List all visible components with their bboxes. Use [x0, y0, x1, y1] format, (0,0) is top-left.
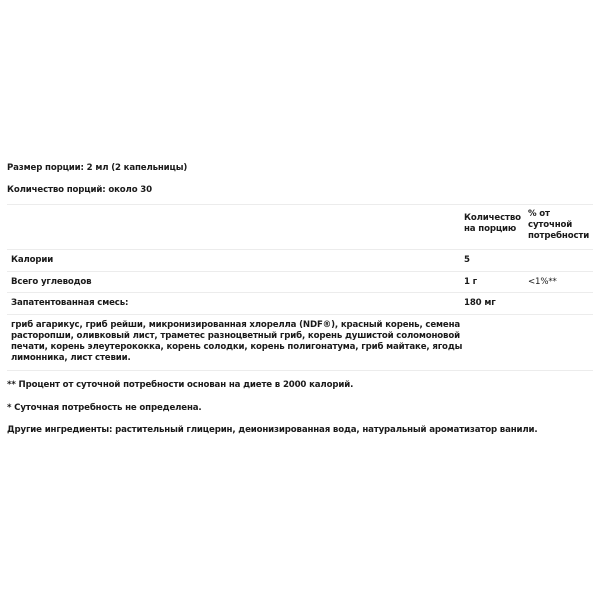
table-row	[7, 250, 593, 272]
serving-size: Размер порции: 2 мл (2 капельницы)	[7, 163, 188, 173]
row-amount: 5	[464, 255, 470, 265]
footnote-dv-basis: ** Процент от суточной потребности основан на диете в 2000 калорий.	[7, 380, 354, 390]
table-row	[7, 293, 593, 315]
header-dv-line1: % от	[528, 209, 550, 219]
blend-line: гриб агарикус, гриб рейши, микронизированная хлорелла (NDF®), красный корень, семена	[11, 319, 461, 330]
row-name: Калории	[11, 255, 54, 265]
blend-ingredients	[11, 320, 481, 365]
header-dv-line3: потребности	[528, 231, 590, 241]
header-amount	[464, 213, 521, 235]
row-name: Всего углеводов	[11, 276, 92, 287]
footnote-dv-not-established: * Суточная потребность не определена.	[7, 403, 202, 413]
header-daily-value	[528, 209, 589, 242]
table-row	[7, 272, 593, 294]
blend-line: печати, корень элеутерококка, корень солодки, корень полигонатума, гриб майтаке, ягоды	[11, 342, 463, 353]
other-ingredients: Другие ингредиенты: растительный глицерин, деионизированная вода, натуральный ароматизатор ванили.	[7, 425, 538, 435]
row-dv: <1%**	[528, 276, 557, 287]
row-amount: 1 г	[464, 276, 478, 287]
header-dv-line2: суточной	[528, 220, 573, 230]
header-amount-line1: Количество	[464, 213, 521, 223]
blend-line: лимонника, лист стевии.	[11, 353, 131, 364]
header-amount-line2: на порцию	[464, 224, 517, 234]
blend-line: расторопши, оливковый лист, траметес разноцветный гриб, корень душистой соломоновой	[11, 330, 460, 341]
row-amount: 180 мг	[464, 298, 496, 308]
row-name: Запатентованная смесь:	[11, 298, 129, 308]
table-header-row	[7, 205, 593, 250]
servings-per-container: Количество порций: около 30	[7, 185, 152, 195]
blend-ingredients-row	[7, 315, 593, 371]
supplement-facts-table	[7, 204, 593, 371]
